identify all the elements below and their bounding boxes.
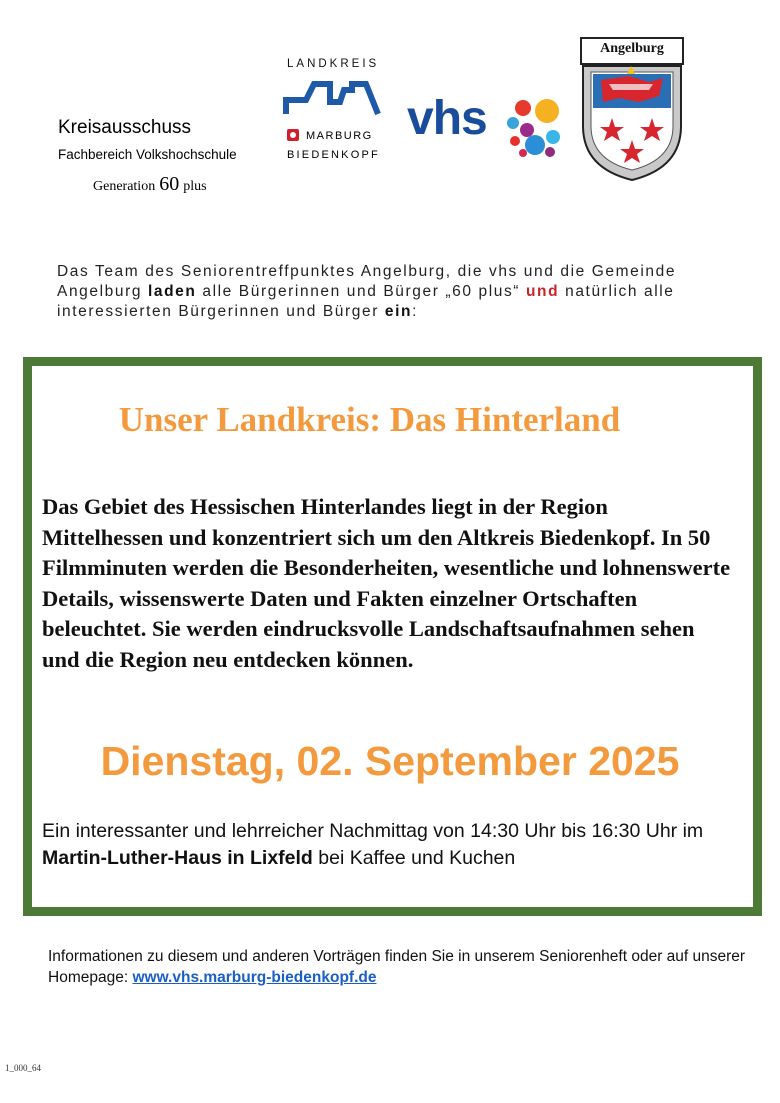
intro-text-2: alle Bürgerinnen und Bürger „60 plus“	[196, 283, 526, 300]
landkreis-logo-line2: BIEDENKOPF	[287, 149, 380, 161]
footer-text: Informationen zu diesem und anderen Vorträgen finden Sie in unserem Seniorenheft oder auf unserer Homepage:	[48, 948, 746, 986]
event-info	[42, 818, 722, 872]
event-description: Das Gebiet des Hessischen Hinterlandes liegt in der Region Mittelhessen und konzentriert sich um den Altkreis Biedenkopf. In 50 Filmminuten werden die Besonderheiten, wesentliche und lohnenswerte Details, wissenswerte Daten und Fakten einzelner Ortschaften beleuchtet. Sie werden eindrucksvolle Landschaftsaufnahmen sehen und die Region neu entdecken können.	[42, 494, 731, 672]
intro-text-4: :	[412, 303, 419, 320]
intro-bold-laden: laden	[147, 283, 197, 300]
crest-label: Angelburg	[600, 41, 664, 56]
angelburg-coat-of-arms-icon	[579, 36, 685, 182]
intro-paragraph	[57, 262, 757, 322]
intro-bold-ein: ein	[384, 303, 413, 320]
landkreis-logo-line1: MARBURG	[306, 130, 373, 142]
document-code: 1_000_64	[5, 1063, 41, 1073]
generation-prefix: Generation	[93, 179, 156, 194]
generation-number: 60	[159, 173, 180, 195]
event-info-text-1: Ein interessanter und lehrreicher Nachmittag von 14:30 Uhr bis 16:30 Uhr im	[42, 820, 704, 842]
intro-text-3: natürlich alle interessierten Bürgerinnen und Bürger	[57, 283, 675, 320]
org-title: Kreisausschuss	[58, 117, 192, 138]
event-info-text-2: bei Kaffee und Kuchen	[312, 847, 516, 869]
landkreis-logo-top: LANDKREIS	[287, 58, 380, 70]
landkreis-skyline-icon	[282, 80, 382, 118]
intro-text-1: Das Team des Seniorentreffpunktes Angelburg, die vhs und die Gemeinde Angelburg	[57, 263, 677, 300]
event-date: Dienstag, 02. September 2025	[100, 738, 680, 784]
landkreis-red-square-icon	[287, 129, 299, 141]
event-title: Unser Landkreis: Das Hinterland	[118, 400, 621, 439]
homepage-link[interactable]: www.vhs.marburg-biedenkopf.de	[132, 969, 377, 986]
event-location: Martin-Luther-Haus in Lixfeld	[42, 847, 313, 869]
vhs-dots-icon	[505, 97, 567, 159]
generation-label	[93, 173, 207, 196]
footer-info	[48, 946, 748, 988]
generation-suffix: plus	[183, 179, 207, 194]
org-department: Fachbereich Volkshochschule	[58, 147, 237, 162]
vhs-logo-text: vhs	[407, 92, 487, 145]
intro-red-und: und	[525, 283, 560, 300]
